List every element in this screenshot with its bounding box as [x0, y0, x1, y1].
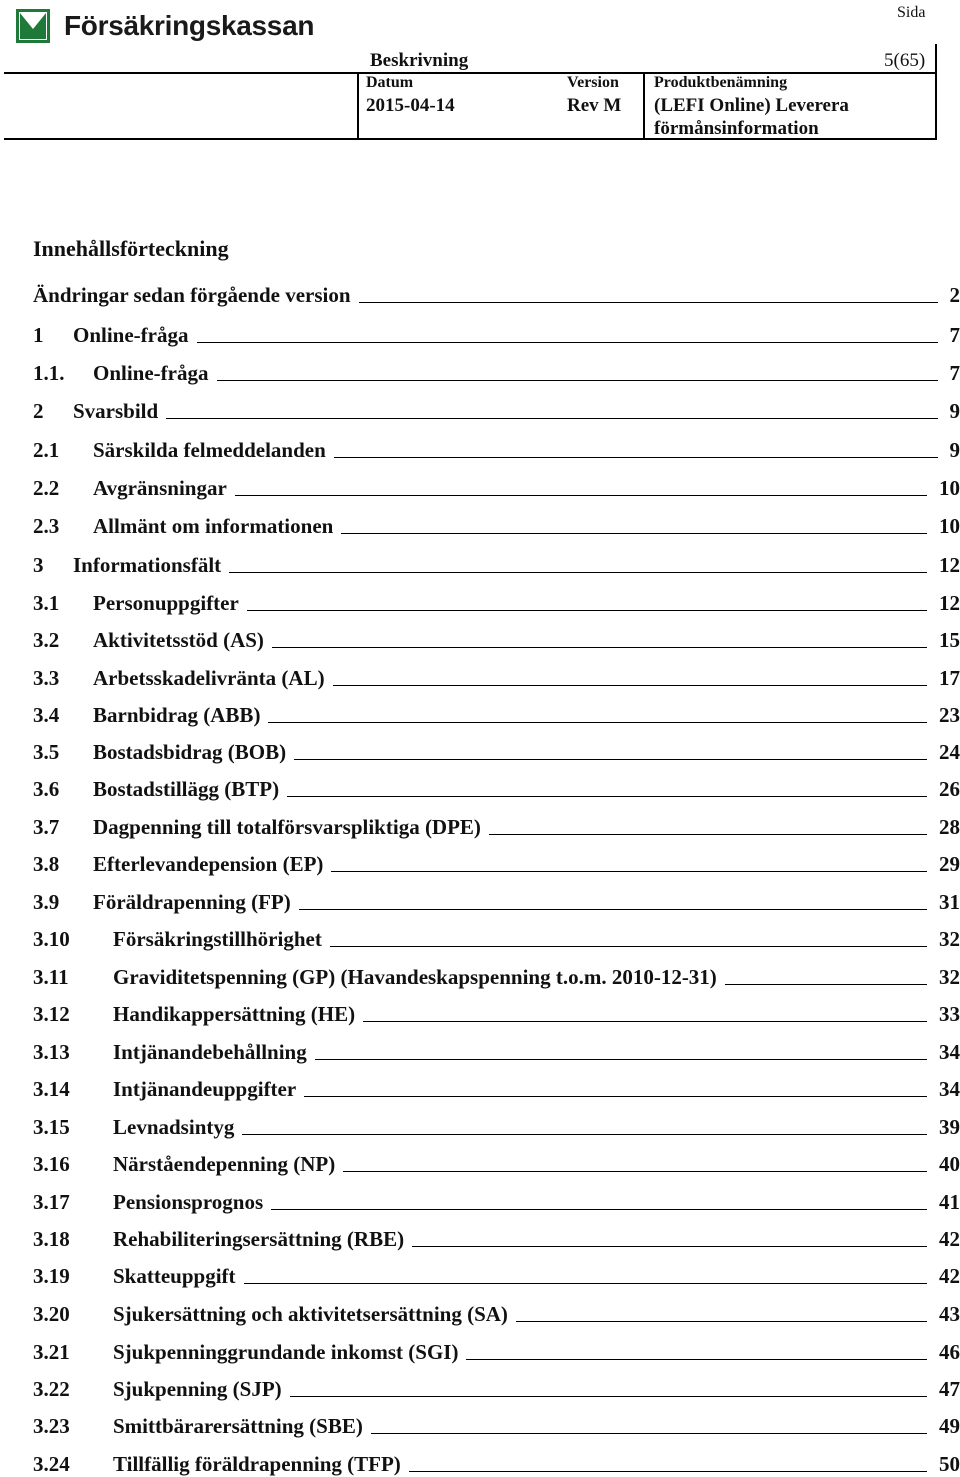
toc-entry[interactable]	[33, 960, 960, 990]
toc-entry-number: 2.3	[33, 514, 60, 538]
toc-entry-title: Handikappersättning (HE)	[113, 1002, 356, 1026]
toc-entry-number: 3.4	[33, 703, 60, 727]
toc-entry-title: Försäkringstillhörighet	[113, 927, 322, 951]
toc-entry[interactable]	[33, 1035, 960, 1065]
toc-entry[interactable]	[33, 1335, 960, 1365]
toc-entry[interactable]	[33, 1072, 960, 1102]
toc-leader-line	[725, 984, 927, 985]
toc-entry[interactable]	[33, 772, 960, 802]
toc-entry[interactable]	[33, 509, 960, 539]
toc-entry-title: Online-fråga	[73, 323, 189, 347]
toc-leader-line	[371, 1433, 927, 1434]
page-label: Sida	[897, 4, 926, 21]
toc-entry-number: 3.1	[33, 591, 60, 615]
company-name: Försäkringskassan	[64, 10, 315, 41]
toc-leader-line	[330, 946, 927, 947]
toc-entry-page: 24	[939, 740, 960, 764]
logo-mark-icon	[16, 9, 50, 43]
toc-entry-page: 47	[939, 1377, 960, 1401]
toc-entry-page: 9	[949, 399, 960, 423]
product-name-line: (LEFI Online) Leverera	[654, 95, 849, 116]
toc-entry-page: 32	[939, 927, 960, 951]
toc-entry-title: Allmänt om informationen	[93, 514, 334, 538]
toc-entry-title: Ändringar sedan förgående version	[33, 283, 351, 307]
toc-entry-title: Efterlevandepension (EP)	[93, 852, 324, 876]
toc-entry[interactable]	[33, 394, 960, 424]
toc-entry-title: Smittbärarersättning (SBE)	[113, 1414, 363, 1438]
toc-leader-line	[343, 1171, 927, 1172]
toc-leader-line	[272, 647, 927, 648]
toc-entry[interactable]	[33, 1259, 960, 1289]
toc-leader-line	[516, 1321, 927, 1322]
toc-entry-number: 3.15	[33, 1115, 70, 1139]
toc-entry-number: 1.1.	[33, 361, 65, 385]
toc-entry-title: Intjänandebehållning	[113, 1040, 307, 1064]
toc-entry[interactable]	[33, 1185, 960, 1215]
date-label: Datum	[366, 74, 414, 91]
toc-entry-title: Arbetsskadelivränta (AL)	[93, 666, 325, 690]
toc-leader-line	[409, 1471, 927, 1472]
toc-entry-title: Informationsfält	[73, 553, 222, 577]
toc-entry-number: 3.21	[33, 1340, 70, 1364]
toc-entry-title: Svarsbild	[73, 399, 159, 423]
toc-entry-title: Föräldrapenning (FP)	[93, 890, 291, 914]
toc-leader-line	[244, 1283, 927, 1284]
header-column-divider	[357, 72, 359, 140]
toc-entry-title: Närståendepenning (NP)	[113, 1152, 336, 1176]
company-logo	[16, 6, 314, 46]
toc-entry-number: 3.22	[33, 1377, 70, 1401]
toc-leader-line	[299, 909, 927, 910]
toc-entry-number: 3.13	[33, 1040, 70, 1064]
toc-entry-page: 43	[939, 1302, 960, 1326]
toc-entry-number: 3.7	[33, 815, 60, 839]
toc-entry-page: 26	[939, 777, 960, 801]
version-label: Version	[567, 74, 619, 91]
document-type: Beskrivning	[370, 50, 469, 71]
toc-entry-title: Pensionsprognos	[113, 1190, 264, 1214]
toc-entry[interactable]	[33, 548, 960, 578]
toc-entry-page: 2	[949, 283, 960, 307]
toc-entry[interactable]	[33, 623, 960, 653]
toc-entry-page: 34	[939, 1040, 960, 1064]
toc-entry-page: 40	[939, 1152, 960, 1176]
toc-leader-line	[412, 1246, 927, 1247]
toc-entry-page: 32	[939, 965, 960, 989]
toc-entry-number: 3.10	[33, 927, 70, 951]
toc-entry-page: 7	[949, 323, 960, 347]
toc-entry[interactable]	[33, 586, 960, 616]
product-label: Produktbenämning	[654, 74, 788, 91]
toc-leader-line	[304, 1096, 927, 1097]
toc-leader-line	[197, 342, 938, 343]
toc-entry-page: 28	[939, 815, 960, 839]
toc-entry[interactable]	[33, 1372, 960, 1402]
toc-entry-title: Avgränsningar	[93, 476, 227, 500]
toc-entry[interactable]	[33, 1222, 960, 1252]
toc-entry-title: Bostadsbidrag (BOB)	[93, 740, 287, 764]
page-number: 5(65)	[884, 50, 926, 71]
toc-entry-page: 23	[939, 703, 960, 727]
toc-entry-page: 31	[939, 890, 960, 914]
toc-leader-line	[341, 533, 927, 534]
toc-leader-line	[217, 380, 938, 381]
toc-entry-page: 39	[939, 1115, 960, 1139]
toc-entry-title: Graviditetspenning (GP) (Havandeskapspenning t.o.m. 2010-12-31)	[113, 965, 717, 989]
toc-entry[interactable]	[33, 471, 960, 501]
toc-entry[interactable]	[33, 1447, 960, 1477]
toc-entry-page: 9	[949, 438, 960, 462]
toc-entry[interactable]	[33, 1147, 960, 1177]
toc-entry-title: Barnbidrag (ABB)	[93, 703, 261, 727]
toc-entry-number: 3.2	[33, 628, 60, 652]
header-divider	[4, 72, 937, 74]
toc-entry-title: Rehabiliteringsersättning (RBE)	[113, 1227, 405, 1251]
toc-entry-number: 3.5	[33, 740, 60, 764]
toc-entry[interactable]	[33, 1110, 960, 1140]
toc-leader-line	[247, 610, 927, 611]
toc-entry-page: 41	[939, 1190, 960, 1214]
toc-entry[interactable]	[33, 1409, 960, 1439]
toc-entry-page: 10	[939, 514, 960, 538]
toc-entry-page: 29	[939, 852, 960, 876]
toc-entry[interactable]	[33, 847, 960, 877]
toc-entry-title: Personuppgifter	[93, 591, 239, 615]
toc-entry-number: 3.18	[33, 1227, 70, 1251]
toc-entry[interactable]	[33, 810, 960, 840]
toc-entry-number: 2.2	[33, 476, 60, 500]
toc-leader-line	[287, 796, 927, 797]
toc-entry[interactable]	[33, 698, 960, 728]
toc-leader-line	[235, 495, 927, 496]
toc-entry-page: 7	[949, 361, 960, 385]
toc-entry-number: 2	[33, 399, 44, 423]
toc-entry[interactable]	[33, 922, 960, 952]
toc-entry-title: Levnadsintyg	[113, 1115, 235, 1139]
toc-leader-line	[242, 1134, 927, 1135]
toc-entry-title: Aktivitetsstöd (AS)	[93, 628, 264, 652]
toc-entry-page: 49	[939, 1414, 960, 1438]
toc-entry-page: 15	[939, 628, 960, 652]
toc-entry-number: 3.14	[33, 1077, 70, 1101]
toc-leader-line	[290, 1396, 927, 1397]
toc-leader-line	[229, 572, 927, 573]
toc-leader-line	[271, 1209, 927, 1210]
toc-leader-line	[489, 834, 927, 835]
toc-leader-line	[294, 759, 927, 760]
date-value: 2015-04-14	[366, 95, 455, 116]
toc-leader-line	[359, 302, 938, 303]
header-column-divider	[643, 72, 645, 140]
toc-leader-line	[466, 1359, 927, 1360]
toc-leader-line	[333, 685, 927, 686]
toc-entry-page: 42	[939, 1264, 960, 1288]
toc-entry-title: Bostadstillägg (BTP)	[93, 777, 280, 801]
toc-leader-line	[166, 418, 937, 419]
toc-entry-number: 3.17	[33, 1190, 70, 1214]
toc-entry-page: 46	[939, 1340, 960, 1364]
toc-entry-title: Online-fråga	[93, 361, 209, 385]
toc-entry-number: 3.12	[33, 1002, 70, 1026]
toc-entry-number: 3.8	[33, 852, 60, 876]
toc-entry-title: Intjänandeuppgifter	[113, 1077, 297, 1101]
toc-title: Innehållsförteckning	[33, 236, 229, 261]
toc-leader-line	[315, 1059, 927, 1060]
toc-entry[interactable]	[33, 661, 960, 691]
toc-entry-page: 17	[939, 666, 960, 690]
toc-entry[interactable]	[33, 433, 960, 463]
toc-entry-number: 3.3	[33, 666, 60, 690]
toc-entry-title: Skatteuppgift	[113, 1264, 236, 1288]
toc-entry[interactable]	[33, 318, 960, 348]
toc-entry-page: 10	[939, 476, 960, 500]
toc-entry-title: Sjukpenning (SJP)	[113, 1377, 282, 1401]
toc-entry[interactable]	[33, 735, 960, 765]
toc-entry-page: 12	[939, 553, 960, 577]
product-name	[654, 94, 849, 140]
toc-entry-title: Sjukersättning och aktivitetsersättning (SA)	[113, 1302, 508, 1326]
toc-entry-number: 1	[33, 323, 44, 347]
toc-entry-number: 2.1	[33, 438, 60, 462]
toc-entry-number: 3.16	[33, 1152, 70, 1176]
toc-entry-title: Tillfällig föräldrapenning (TFP)	[113, 1452, 401, 1476]
toc-entry[interactable]	[33, 1297, 960, 1327]
toc-entry-number: 3.20	[33, 1302, 70, 1326]
toc-entry-title: Dagpenning till totalförsvarspliktiga (DPE)	[93, 815, 481, 839]
toc-entry-page: 33	[939, 1002, 960, 1026]
toc-leader-line	[331, 871, 927, 872]
toc-entry-title: Särskilda felmeddelanden	[93, 438, 326, 462]
toc-entry[interactable]	[33, 885, 960, 915]
toc-entry-page: 50	[939, 1452, 960, 1476]
toc-entry-title: Sjukpenninggrundande inkomst (SGI)	[113, 1340, 459, 1364]
version-value: Rev M	[567, 95, 622, 116]
product-name-line: förmånsinformation	[654, 118, 819, 139]
toc-entry[interactable]	[33, 356, 960, 386]
toc-leader-line	[363, 1021, 927, 1022]
toc-entry-number: 3.19	[33, 1264, 70, 1288]
toc-entry-number: 3	[33, 553, 44, 577]
toc-entry-page: 34	[939, 1077, 960, 1101]
toc-leader-line	[334, 457, 938, 458]
toc-entry-page: 12	[939, 591, 960, 615]
toc-leader-line	[268, 722, 927, 723]
toc-entry-page: 42	[939, 1227, 960, 1251]
toc-entry-number: 3.24	[33, 1452, 70, 1476]
toc-entry-number: 3.11	[33, 965, 69, 989]
toc-entry-number: 3.23	[33, 1414, 70, 1438]
toc-entry[interactable]	[33, 997, 960, 1027]
toc-entry-number: 3.9	[33, 890, 60, 914]
toc-entry[interactable]	[33, 278, 960, 308]
toc-entry-number: 3.6	[33, 777, 60, 801]
